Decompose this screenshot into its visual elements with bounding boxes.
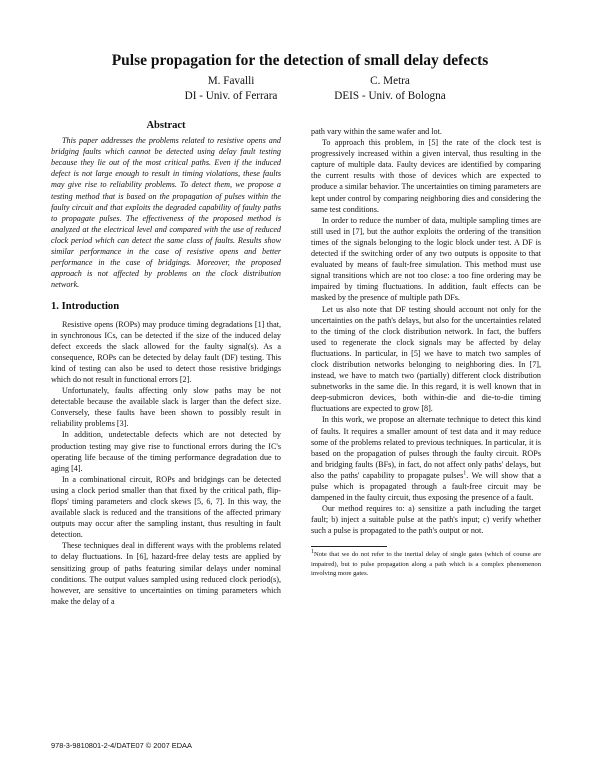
paragraph-continuation: path vary within the same wafer and lot.	[311, 127, 442, 136]
paragraph	[311, 414, 541, 503]
paragraph-text: . We will show that a pulse which is propagated through a fault-free circuit may be dampened in the faulty circuit, thus exposing the presence of a fault.	[311, 470, 541, 503]
paper-title: Pulse propagation for the detection of small delay defects	[111, 52, 489, 69]
footnote-reference: 1	[463, 470, 467, 477]
footnote-mark: 1	[311, 549, 314, 556]
author-name: C. Metra	[370, 75, 410, 87]
author-block-2	[280, 74, 500, 104]
paragraph: Resistive opens (ROPs) may produce timing degradations [1] that, in synchronous ICs, can be detected if the size of the induced delay defect exceeds the slack allowed for the faulty signal(s). As a consequence, ROPs can be detected by delay fault (DF) testing. This kind of testing can also be used to detect those resistive bridgings which do not result in functional errors [2].	[51, 319, 281, 384]
author-affiliation: DI - Univ. of Ferrara	[184, 90, 278, 102]
left-column	[51, 118, 281, 607]
author-affiliation: DEIS - Univ. of Bologna	[334, 90, 446, 102]
paragraph: To approach this problem, in [5] the rate of the clock test is progressively increased within a given interval, thus resulting in the capture of multiple data. Faulty devices are identified by comparing the current results with those of devices which are expected to produce a similar behavior. The uncertainties on timing parameters are kept under control by comparing neighboring dies and considering the same test conditions.	[311, 138, 541, 214]
paragraph: Our method requires to: a) sensitize a path including the target fault; b) inject a suitable pulse at the path's input; c) verify whether such a pulse is propagated to the path's output or not.	[311, 504, 541, 536]
paragraph: Unfortunately, faults affecting only slow paths may be not detectable because the available slack is larger than the defect size. Conversely, these faults have been shown to possibly result in reliability problems [3].	[51, 386, 281, 429]
copyright-footer: 978-3-9810801-2-4/DATE07 © 2007 EDAA	[51, 741, 192, 750]
right-column	[311, 126, 541, 578]
paragraph: In addition, undetectable defects which are not detected by production testing may give rise to functional errors during the IC's operating life because of the timing performance degradation due to aging [4].	[51, 430, 281, 473]
section-heading: 1. Introduction	[51, 301, 120, 313]
footnote-text: Note that we do not refer to the inertial delay of single gates (which of course are impaired), but to pulse propagation along a path which is a complex phenomenon involving more gates.	[311, 551, 541, 577]
author-name: M. Favalli	[207, 75, 255, 87]
paragraph-text: In this work, we propose an alternate technique to detect this kind of faults. It requires a smaller amount of test data and it may reduce some of the problems related to previous techniques. In particular, it is based on the propagation of pulses through the faulty circuit. ROPs and bridging faults (BFs), in fact, do not affect only paths' delays, but also the paths' capability to propagate pulses	[311, 415, 541, 480]
paragraph: Let us also note that DF testing should account not only for the uncertainties on the path's delays, but also for the uncertainties related to the timing of the clock distribution network. In fact, the buffers used to regenerate the clock signals may be affected by delay fluctuations. In particular, in [5] we have to match two samples of clock distribution networks belonging to neighboring dies. In [7], instead, we have to match two (partially) different clock distribution subnetworks in the same die. In this regard, it is well known that in deep-submicron devices, both within-die and die-to-die timing fluctuations are expected to grow [8].	[311, 304, 541, 414]
paragraph: These techniques deal in different ways with the problems related to delay fluctuations. In [6], hazard-free delay tests are applied by sensitizing group of paths featuring similar delays under nominal conditions. The output values sampled using reduced clock period(s), however, are sensitive to uncertainties on timing parameters which make the delay of a	[51, 541, 281, 606]
footnote-divider	[311, 546, 387, 547]
paragraph: In order to reduce the number of data, multiple sampling times are still used in [7], but the author exploits the ordering of the transition times of the signals belonging to the logic block under test. A DF is detected if the switching order of any two outputs is opposite to that evaluated by means of fault-free simulation. This method must use signal transitions which are not too close: a too fine ordering may be impaired by timing fluctuations. In addition, fault effects can be masked by the presence of multiple path DFs.	[311, 215, 541, 303]
abstract-heading: Abstract	[146, 120, 186, 131]
paragraph: In a combinational circuit, ROPs and bridgings can be detected using a clock period smaller than that fixed by the critical path, flip-flops' timing parameters and clock skews [5, 6, 7]. In this way, the available slack is reduced and the transitions of the affected primary outputs may occur after the sampling instant, thus resulting in fault detection.	[51, 474, 281, 540]
footnote	[311, 550, 541, 577]
abstract-text: This paper addresses the problems related to resistive opens and bridging faults which cannot be detected using delay fault testing because they lie out of the most critical paths. Even if the induced defect is not large enough to result in timing violations, these faults may give rise to reliability problems. To detect them, we propose a testing method that is based on the propagation of pulses within the faulty circuit and that exploits the degraded capability of faulty paths to propagate pulses. The effectiveness of the proposed method is analyzed at the electrical level and compared with the use of reduced clock period which can detect the same class of faults. Results show similar performance in the case of resistive opens and better performance in the case of bridgings. Moreover, the proposed approach is not affected by problems on the clock distribution network.	[51, 136, 281, 290]
